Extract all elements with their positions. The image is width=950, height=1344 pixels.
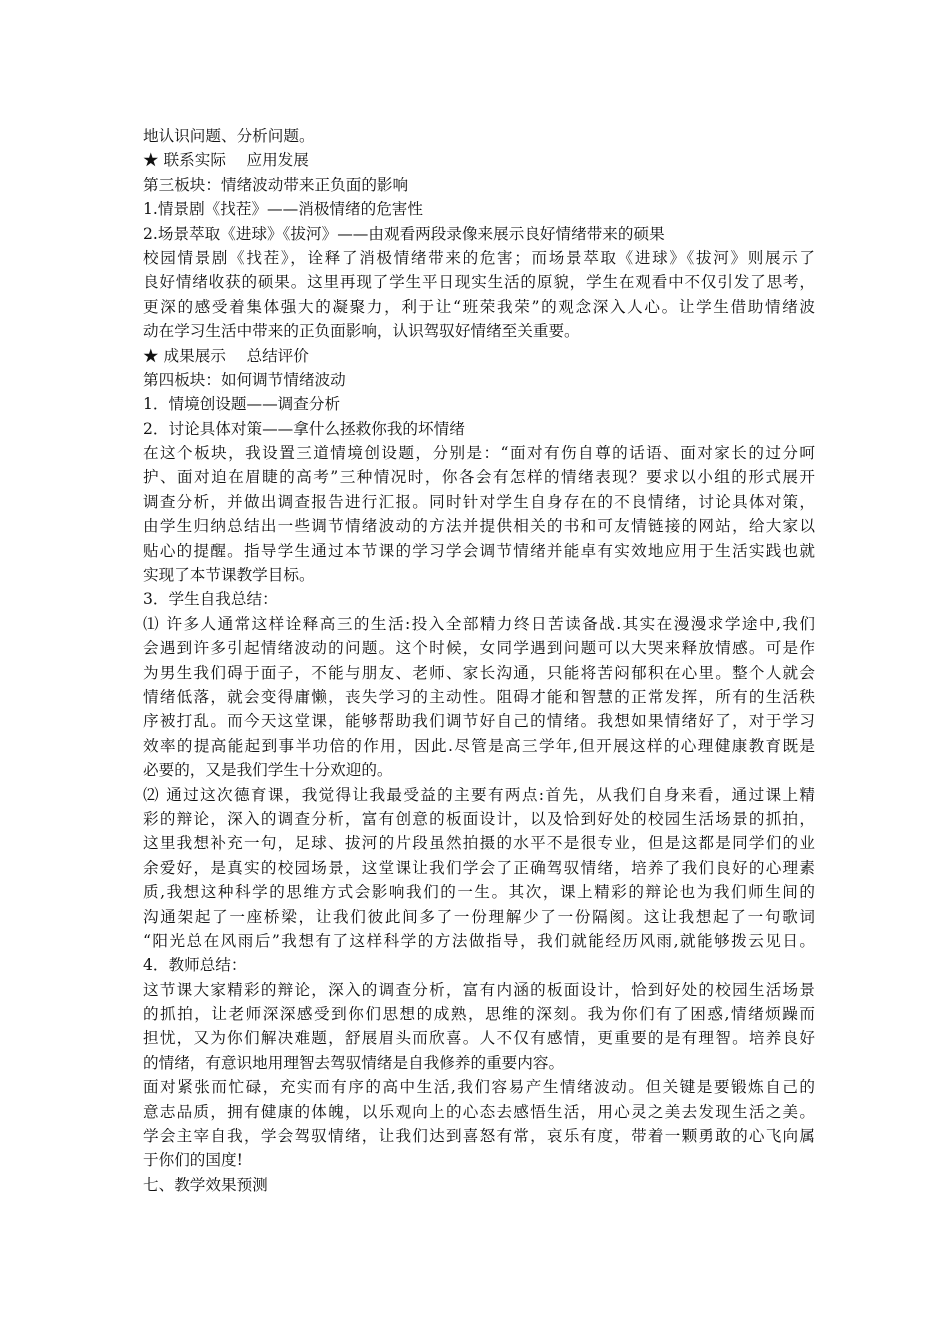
text-line: 质,我想这种科学的思维方式会影响我们的一生。其次，课上精彩的辩论也为我们师生间的 [143,883,815,902]
text-line: 为男生我们碍于面子，不能与朋友、老师、家长沟通，只能将苦闷郁积在心里。整个人就会 [143,663,815,682]
text-line: “阳光总在风雨后”我想有了这样科学的方法做指导，我们就能经历风雨,就能够拨云见日。 [143,931,815,950]
text-line: 情绪低落，就会变得庸懒，丧失学习的主动性。阻碍才能和智慧的正常发挥，所有的生活秩 [143,687,815,706]
text-line: 良好情绪收获的硕果。这里再现了学生平日现实生活的原貌，学生在观看中不仅引发了思考， [143,273,815,292]
text-line: 效率的提高能起到事半功倍的作用，因此.尽管是高三学年,但开展这样的心理健康教育既是 [143,736,815,755]
text-line: 3．学生自我总结： [143,590,278,609]
text-line: 七、教学效果预测 [143,1175,268,1194]
text-line: 由学生归纳总结出一些调节情绪波动的方法并提供相关的书和可友情链接的网站，给大家以 [143,517,815,536]
text-line: 4．教师总结： [143,956,247,975]
text-line: 的情绪，有意识地用理智去驾驭情绪是自我修养的重要内容。 [143,1053,565,1072]
text-line: ⑴ 许多人通常这样诠释高三的生活:投入全部精力终日苦读备战.其实在漫漫求学途中,我们 [143,614,815,633]
text-line: 这节课大家精彩的辩论，深入的调查分析，富有内涵的板面设计，恰到好处的校园生活场景 [143,980,815,999]
text-line: ★ 联系实际 应用发展 [143,151,309,170]
text-line: 第三板块：情绪波动带来正负面的影响 [143,175,409,194]
text-line: 校园情景剧《找茬》，诠释了消极情绪带来的危害；而场景萃取《进球》《拔河》则展示了 [143,248,815,267]
text-line: 第四板块：如何调节情绪波动 [143,370,346,389]
text-line: 1.情景剧《找茬》——消极情绪的危害性 [143,200,423,219]
text-line: 在这个板块，我设置三道情境创设题，分别是：“面对有伤自尊的话语、面对家长的过分呵 [143,444,815,463]
text-line: 动在学习生活中带来的正负面影响，认识驾驭好情绪至关重要。 [143,322,580,341]
text-line: 调查分析，并做出调查报告进行汇报。同时针对学生自身存在的不良情绪，讨论具体对策， [143,492,815,511]
text-line: 的抓拍，让老师深深感受到你们思想的成熟，思维的深刻。我为你们有了困惑,情绪烦躁而 [143,1005,815,1024]
text-line: 2.场景萃取《进球》《拔河》——由观看两段录像来展示良好情绪带来的硕果 [143,224,665,243]
text-line: 学会主宰自我，学会驾驭情绪，让我们达到喜怒有常，哀乐有度，带着一颗勇敢的心飞向属 [143,1127,815,1146]
text-line: ★ 成果展示 总结评价 [143,346,309,365]
text-line: 序被打乱。而今天这堂课，能够帮助我们调节好自己的情绪。我想如果情绪好了，对于学习 [143,712,815,731]
text-line: 面对紧张而忙碌，充实而有序的高中生活,我们容易产生情绪波动。但关键是要锻炼自己的 [143,1078,815,1097]
text-line: 余爱好，是真实的校园场景，这堂课让我们学会了正确驾驭情绪，培养了我们良好的心理素 [143,858,815,877]
text-line: 担忧，又为你们解决难题，舒展眉头而欣喜。人不仅有感情，更重要的是有理智。培养良好 [143,1029,815,1048]
text-line: 意志品质，拥有健康的体魄，以乐观向上的心态去感悟生活，用心灵之美去发现生活之美。 [143,1102,815,1121]
text-line: 实现了本节课教学目标。 [143,566,315,585]
text-line: 这里我想补充一句，足球、拔河的片段虽然拍摄的水平不是很专业，但是这都是同学们的业 [143,834,815,853]
text-line: 彩的辩论，深入的调查分析，富有创意的板面设计，以及恰到好处的校园生活场景的抓拍， [143,809,815,828]
document-page [143,124,815,1197]
text-line: 地认识问题、分析问题。 [143,127,315,145]
text-line: 更深的感受着集体强大的凝聚力，利于让“班荣我荣”的观念深入人心。让学生借助情绪波 [143,297,815,316]
text-line: 1．情境创设题——调查分析 [143,395,341,414]
text-line: 2．讨论具体对策——拿什么拯救你我的坏情绪 [143,419,465,438]
text-line: 沟通架起了一座桥梁，让我们彼此间多了一份理解少了一份隔阂。这让我想起了一句歌词 [143,907,815,926]
text-line: ⑵ 通过这次德育课，我觉得让我最受益的主要有两点:首先，从我们自身来看，通过课上精 [143,785,815,804]
text-line: 护、面对迫在眉睫的高考”三种情况时，你各会有怎样的情绪表现？要求以小组的形式展开 [143,468,815,487]
text-line: 于你们的国度! [143,1151,243,1170]
text-line: 贴心的提醒。指导学生通过本节课的学习学会调节情绪并能卓有实效地应用于生活实践也就 [143,541,815,560]
text-line: 会遇到许多引起情绪波动的问题。这个时候，女同学遇到问题可以大哭来释放情感。可是作 [143,639,815,658]
text-line: 必要的，又是我们学生十分欢迎的。 [143,761,393,780]
